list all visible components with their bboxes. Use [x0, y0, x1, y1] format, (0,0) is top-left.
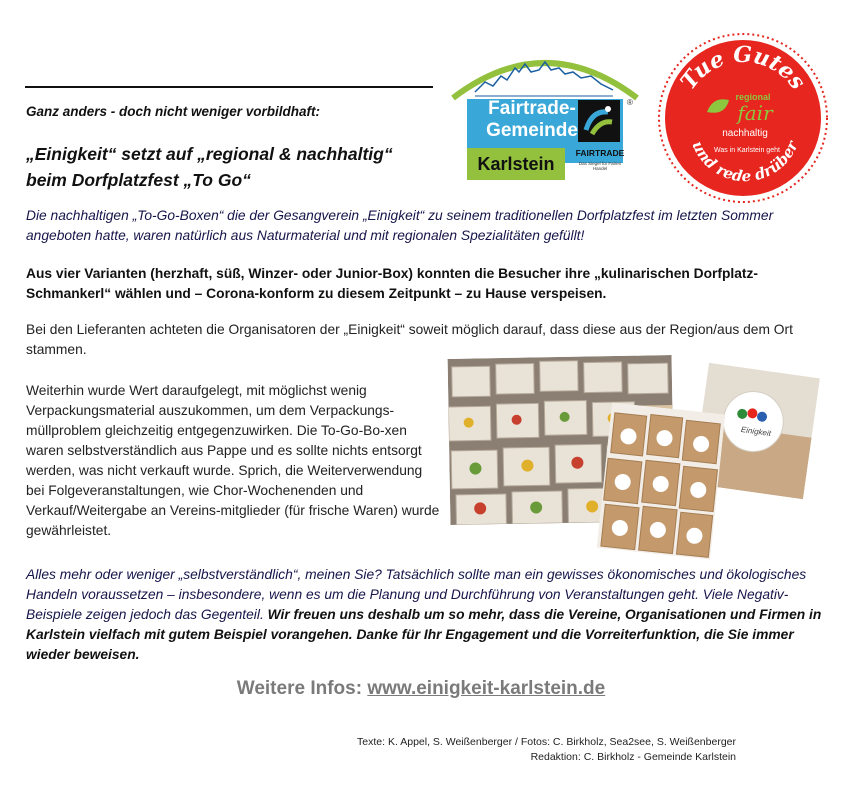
fairtrade-gemeinde-logo [445, 42, 645, 182]
badge-word-fair: fair [737, 101, 773, 125]
credits [300, 735, 736, 765]
fairtrade-tagline: Das Siegel für Fairen Handel [578, 161, 622, 171]
credits-line-1: Texte: K. Appel, S. Weißenberger / Fotos: C. Birkholz, Sea2see, S. Weißenberger [357, 736, 736, 748]
fairtrade-town: Karlstein [467, 148, 565, 180]
badge-word-nachhaltig: nachhaltig [722, 128, 768, 139]
badge-top-text: Tue Gutes [675, 41, 811, 95]
town-skyline-icon [445, 42, 645, 102]
photo-paper-bags [597, 402, 726, 559]
fairtrade-mark-label: FAIRTRADE [575, 148, 625, 158]
badge-bottom-text: und rede drüber [688, 138, 802, 186]
badge-word-regional: regional [735, 92, 771, 102]
photo3-label: Einigkeit [740, 424, 772, 439]
more-info [0, 678, 842, 700]
fairtrade-line-2: Gemeinde [486, 120, 578, 141]
website-link[interactable]: www.einigkeit-karlstein.de [367, 678, 606, 699]
header-rule [25, 86, 433, 88]
paragraph-intro: Die nachhaltigen „To-Go-Boxen“ die der Gesangverein „Einigkeit“ zu seinem traditionellen Dorfplatzfest im letzten Sommer angeboten hatte, waren natürlich aus Naturmaterial und mit regionalen Spezialitäten gefüllt! [26, 208, 774, 243]
kicker: Ganz anders - doch nicht weniger vorbildhaft: [26, 104, 321, 119]
paragraph-closing-bold: Wir freuen uns deshalb um so mehr, dass die Vereine, Organisationen und Firmen in Karlstein vielfach mit gutem Beispiel vorangehen. Danke für Ihr Engagement und die Vorreiterfunktion, die Sie immer wieder beweisen. [26, 607, 822, 662]
paragraph-suppliers: Bei den Lieferanten achteten die Organisatoren der „Einigkeit“ soweit möglich darauf, dass diese aus der Region/aus dem Ort stammen. [26, 322, 793, 357]
fairtrade-mark-icon [578, 100, 620, 142]
paragraph-closing [26, 565, 826, 665]
more-info-label: Weitere Infos: [236, 678, 368, 699]
tue-gutes-badge [655, 30, 831, 206]
fairtrade-line-1: Fairtrade- [488, 98, 576, 119]
credits-line-2: Redaktion: C. Birkholz - Gemeinde Karlstein [530, 751, 736, 763]
registered-mark: ® [627, 98, 633, 107]
headline [26, 141, 436, 193]
paragraph-closing-italic: Alles mehr oder weniger „selbstverständlich“, meinen Sie? Tatsächlich sollte man ein gewisses ökonomisches und ökologisches Handeln voraussetzen – insbesondere, wenn es um die Planung und Durchführung von Veranstaltungen geht. Viele Negativ-Beispiele zeigen jedoch das Gegenteil. [26, 567, 807, 622]
paragraph-packaging: Weiterhin wurde Wert daraufgelegt, mit möglichst wenig Verpackungsmaterial auszukommen, um dem Verpackungs-müllproblem gleichzeitig entgegenzuwirken. Die To-Go-Bo-xen waren selbstverständlich aus Pappe und es sollte nichts entsorgt werden, was nicht verkauft wurde. Sprich, die Weiterverwendung bei Folgeveranstaltungen, wie Chor-Wochenenden und Verkauf/Weitergabe an Vereins-mitglieder (für frische Waren) wurde gewährleistet. [26, 383, 440, 538]
headline-line-2: beim Dorfplatzfest „To Go“ [26, 170, 251, 190]
paragraph-variants: Aus vier Varianten (herzhaft, süß, Winzer- oder Junior-Box) konnten die Besucher ihre „kulinarischen Dorfplatz-Schmankerl“ wählen und – Corona-konform zu diesem Zeitpunkt – zu Hause verspeisen. [26, 266, 759, 301]
headline-line-1: „Einigkeit“ setzt auf „regional & nachhaltig“ [26, 144, 393, 164]
badge-small-text: Was in Karlstein geht [714, 147, 780, 154]
